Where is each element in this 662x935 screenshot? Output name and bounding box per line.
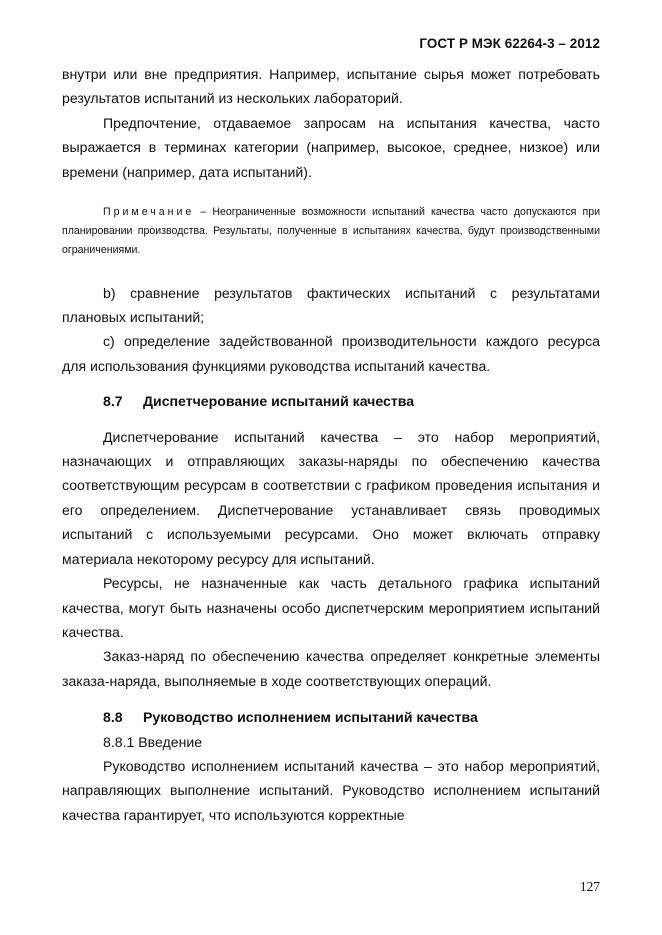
section-number: 8.8 bbox=[103, 709, 123, 726]
note-dash: – bbox=[194, 206, 213, 219]
paragraph: внутри или вне предприятия. Например, испытание сырья может потребовать результатов испытаний из нескольких лабораторий. bbox=[62, 66, 600, 107]
paragraph: Ресурсы, не назначенные как часть детального графика испытаний качества, могут быть назначены особо диспетчерским мероприятием испытаний качества. bbox=[62, 575, 600, 640]
note bbox=[62, 203, 600, 261]
list-item-b: b) сравнение результатов фактических испытаний с результатами плановых испытаний; bbox=[62, 284, 600, 326]
section-heading-8-7 bbox=[62, 389, 600, 413]
subsection-heading: 8.8.1 Введение bbox=[103, 733, 203, 750]
list-item-c: c) определение задействованной производительности каждого ресурса для использования функциями руководства испытаний качества. bbox=[62, 333, 600, 374]
section-title: Диспетчерование испытаний качества bbox=[143, 393, 415, 410]
paragraph: Руководство исполнением испытаний качества – это набор мероприятий, направляющих выполнение испытаний. Руководство исполнением испытаний качества гарантирует, что используются корректные bbox=[62, 757, 600, 823]
document-code-header: ГОСТ Р МЭК 62264-3 – 2012 bbox=[419, 36, 600, 51]
note-text: Неограниченные возможности испытаний качества часто допускаются при планировании производства. Результаты, полученные в испытаниях качества, будут производственными ограничениями. bbox=[62, 206, 601, 257]
section-title: Руководство исполнением испытаний качества bbox=[143, 709, 478, 726]
section-heading-8-8 bbox=[62, 705, 600, 729]
page-number: 127 bbox=[579, 879, 600, 894]
page-body bbox=[62, 62, 600, 827]
paragraph: Диспетчерование испытаний качества – это набор мероприятий, назначающих и отправляющих заказы-наряды по обеспечению качества соответствующим ресурсам в соответствии с графиком проведения испытания и его определением. Диспетчерование устанавливает связь проводимых испытаний с используемыми ресурсами. Оно может включать отправку материала некоторому ресурсу для испытаний. bbox=[62, 428, 600, 567]
section-number: 8.7 bbox=[103, 393, 123, 410]
paragraph: Предпочтение, отдаваемое запросам на испытания качества, часто выражается в терминах категории (например, высокое, среднее, низкое) или времени (например, дата испытаний). bbox=[62, 114, 600, 180]
note-label: Примечание bbox=[103, 206, 195, 219]
paragraph: Заказ-наряд по обеспечению качества определяет конкретные элементы заказа-наряда, выполняемые в ходе соответствующих операций. bbox=[62, 648, 600, 689]
